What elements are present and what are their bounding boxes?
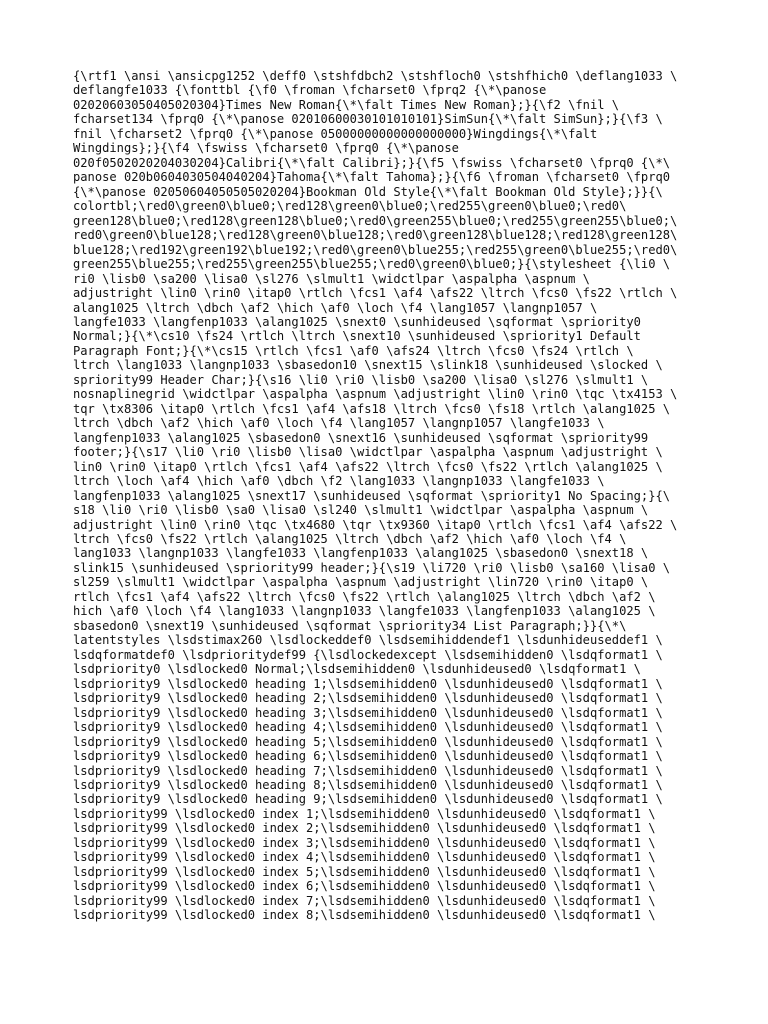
text-line: Wingdings};}{\f4 \fswiss \fcharset0 \fprq0 {\*\panose	[73, 141, 459, 156]
text-line: langfe1033 \langfenp1033 \alang1025 \snext0 \sunhideused \sqformat \spriority0	[73, 314, 641, 329]
text-line: adjustright \lin0 \rin0 \tqc \tx4680 \tqr \tx9360 \itap0 \rtlch \fcs1 \af4 \afs22 \	[73, 517, 678, 532]
text-line: nosnaplinegrid \widctlpar \aspalpha \aspnum \adjustright \lin0 \rin0 \tqc \tx4153 \	[73, 387, 678, 402]
text-line: green255\blue255;\red255\green255\blue255;\red0\green0\blue0;}{\stylesheet {\li0 \	[73, 257, 671, 272]
text-line: lsdpriority99 \lsdlocked0 index 6;\lsdsemihidden0 \lsdunhideused0 \lsdqformat1 \	[73, 879, 656, 894]
text-line: panose 020b0604030504040204}Tahoma{\*\falt Tahoma};}{\f6 \froman \fcharset0 \fprq0	[73, 170, 671, 185]
text-line: fnil \fcharset2 \fprq0 {\*\panose 05000000000000000000}Wingdings{\*\falt	[73, 126, 598, 141]
text-line: green128\blue0;\red128\green128\blue0;\red0\green255\blue0;\red255\green255\blue0;\	[73, 213, 678, 228]
text-line: lsdpriority99 \lsdlocked0 index 7;\lsdsemihidden0 \lsdunhideused0 \lsdqformat1 \	[73, 893, 656, 908]
text-line: alang1025 \ltrch \dbch \af2 \hich \af0 \loch \f4 \lang1057 \langnp1057 \	[73, 300, 598, 315]
text-line: lsdpriority99 \lsdlocked0 index 2;\lsdsemihidden0 \lsdunhideused0 \lsdqformat1 \	[73, 821, 656, 836]
text-line: lsdpriority9 \lsdlocked0 heading 9;\lsdsemihidden0 \lsdunhideused0 \lsdqformat1 \	[73, 792, 663, 807]
text-line: fcharset134 \fprq0 {\*\panose 02010600030101010101}SimSun{\*\falt SimSun};}{\f3 \	[73, 112, 663, 127]
text-line: slink15 \sunhideused \spriority99 header;}{\s19 \li720 \ri0 \lisb0 \sa160 \lisa0 \	[73, 560, 671, 575]
text-line: deflangfe1033 {\fonttbl {\f0 \froman \fcharset0 \fprq2 {\*\panose	[73, 83, 547, 98]
text-line: lsdpriority9 \lsdlocked0 heading 4;\lsdsemihidden0 \lsdunhideused0 \lsdqformat1 \	[73, 720, 663, 735]
text-line: 020f0502020204030204}Calibri{\*\falt Calibri};}{\f5 \fswiss \fcharset0 \fprq0 {\*\	[73, 155, 671, 170]
text-line: adjustright \lin0 \rin0 \itap0 \rtlch \fcs1 \af4 \afs22 \ltrch \fcs0 \fs22 \rtlch \	[73, 286, 678, 301]
text-line: {\rtf1 \ansi \ansicpg1252 \deff0 \stshfdbch2 \stshfloch0 \stshfhich0 \deflang1033 \	[73, 69, 678, 83]
rtf-source-text	[73, 69, 713, 923]
text-line: latentstyles \lsdstimax260 \lsdlockeddef0 \lsdsemihiddendef1 \lsdunhideuseddef1 \	[73, 633, 663, 648]
text-line: lsdpriority9 \lsdlocked0 heading 2;\lsdsemihidden0 \lsdunhideused0 \lsdqformat1 \	[73, 691, 663, 706]
text-line: colortbl;\red0\green0\blue0;\red128\green0\blue0;\red255\green0\blue0;\red0\	[73, 199, 627, 214]
text-line: spriority99 Header Char;}{\s16 \li0 \ri0 \lisb0 \sa200 \lisa0 \sl276 \slmult1 \	[73, 372, 649, 387]
text-line: lsdpriority99 \lsdlocked0 index 1;\lsdsemihidden0 \lsdunhideused0 \lsdqformat1 \	[73, 806, 656, 821]
text-line: lsdpriority99 \lsdlocked0 index 4;\lsdsemihidden0 \lsdunhideused0 \lsdqformat1 \	[73, 850, 656, 865]
text-line: langfenp1033 \alang1025 \snext17 \sunhideused \sqformat \spriority1 No Spacing;}{\	[73, 488, 671, 503]
text-line: lsdpriority9 \lsdlocked0 heading 5;\lsdsemihidden0 \lsdunhideused0 \lsdqformat1 \	[73, 734, 663, 749]
text-line: lsdpriority9 \lsdlocked0 heading 7;\lsdsemihidden0 \lsdunhideused0 \lsdqformat1 \	[73, 763, 663, 778]
text-line: lin0 \rin0 \itap0 \rtlch \fcs1 \af4 \afs22 \ltrch \fcs0 \fs22 \rtlch \alang1025 \	[73, 459, 663, 474]
text-line: lsdpriority9 \lsdlocked0 heading 3;\lsdsemihidden0 \lsdunhideused0 \lsdqformat1 \	[73, 705, 663, 720]
text-line: ri0 \lisb0 \sa200 \lisa0 \sl276 \slmult1 \widctlpar \aspalpha \aspnum \	[73, 271, 590, 286]
text-line: sbasedon0 \snext19 \sunhideused \sqformat \spriority34 List Paragraph;}}{\*\	[73, 618, 627, 633]
text-line: ltrch \lang1033 \langnp1033 \sbasedon10 \snext15 \slink18 \sunhideused \slocked \	[73, 358, 663, 373]
text-line: lsdpriority99 \lsdlocked0 index 3;\lsdsemihidden0 \lsdunhideused0 \lsdqformat1 \	[73, 835, 656, 850]
text-line: ltrch \dbch \af2 \hich \af0 \loch \f4 \lang1057 \langnp1057 \langfe1033 \	[73, 416, 605, 431]
text-line: ltrch \loch \af4 \hich \af0 \dbch \f2 \lang1033 \langnp1033 \langfe1033 \	[73, 474, 605, 489]
text-line: lsdpriority9 \lsdlocked0 heading 6;\lsdsemihidden0 \lsdunhideused0 \lsdqformat1 \	[73, 749, 663, 764]
text-line: lsdpriority99 \lsdlocked0 index 5;\lsdsemihidden0 \lsdunhideused0 \lsdqformat1 \	[73, 864, 656, 879]
text-line: {\*\panose 02050604050505020204}Bookman Old Style{\*\falt Bookman Old Style};}}{\	[73, 184, 663, 199]
text-line: lsdpriority9 \lsdlocked0 heading 8;\lsdsemihidden0 \lsdunhideused0 \lsdqformat1 \	[73, 777, 663, 792]
text-line: lang1033 \langnp1033 \langfe1033 \langfenp1033 \alang1025 \sbasedon0 \snext18 \	[73, 546, 649, 561]
text-line: lsdpriority0 \lsdlocked0 Normal;\lsdsemihidden0 \lsdunhideused0 \lsdqformat1 \	[73, 662, 641, 677]
text-line: tqr \tx8306 \itap0 \rtlch \fcs1 \af4 \afs18 \ltrch \fcs0 \fs18 \rtlch \alang1025 \	[73, 401, 671, 416]
text-line: Paragraph Font;}{\*\cs15 \rtlch \fcs1 \af0 \afs24 \ltrch \fcs0 \fs24 \rtlch \	[73, 343, 634, 358]
text-line: 02020603050405020304}Times New Roman{\*\falt Times New Roman};}{\f2 \fnil \	[73, 97, 620, 112]
text-line: sl259 \slmult1 \widctlpar \aspalpha \aspnum \adjustright \lin720 \rin0 \itap0 \	[73, 575, 649, 590]
text-line: lsdqformatdef0 \lsdprioritydef99 {\lsdlockedexcept \lsdsemihidden0 \lsdqformat1 \	[73, 647, 663, 662]
text-line: hich \af0 \loch \f4 \lang1033 \langnp1033 \langfe1033 \langfenp1033 \alang1025 \	[73, 604, 656, 619]
text-line: s18 \li0 \ri0 \lisb0 \sa0 \lisa0 \sl240 \slmult1 \widctlpar \aspalpha \aspnum \	[73, 503, 649, 518]
text-line: red0\green0\blue128;\red128\green0\blue128;\red0\green128\blue128;\red128\green128\	[73, 228, 678, 243]
text-line: langfenp1033 \alang1025 \sbasedon0 \snext16 \sunhideused \sqformat \spriority99	[73, 430, 649, 445]
text-line: rtlch \fcs1 \af4 \afs22 \ltrch \fcs0 \fs22 \rtlch \alang1025 \ltrch \dbch \af2 \	[73, 589, 656, 604]
text-line: Normal;}{\*\cs10 \fs24 \rtlch \ltrch \snext10 \sunhideused \spriority1 Default	[73, 329, 641, 344]
text-line: ltrch \fcs0 \fs22 \rtlch \alang1025 \ltrch \dbch \af2 \hich \af0 \loch \f4 \	[73, 532, 627, 546]
text-line: footer;}{\s17 \li0 \ri0 \lisb0 \lisa0 \widctlpar \aspalpha \aspnum \adjustright \	[73, 445, 663, 460]
text-line: lsdpriority99 \lsdlocked0 index 8;\lsdsemihidden0 \lsdunhideused0 \lsdqformat1 \	[73, 908, 656, 923]
text-line: blue128;\red192\green192\blue192;\red0\green0\blue255;\red255\green0\blue255;\red0\	[73, 242, 678, 257]
text-line: lsdpriority9 \lsdlocked0 heading 1;\lsdsemihidden0 \lsdunhideused0 \lsdqformat1 \	[73, 676, 663, 691]
